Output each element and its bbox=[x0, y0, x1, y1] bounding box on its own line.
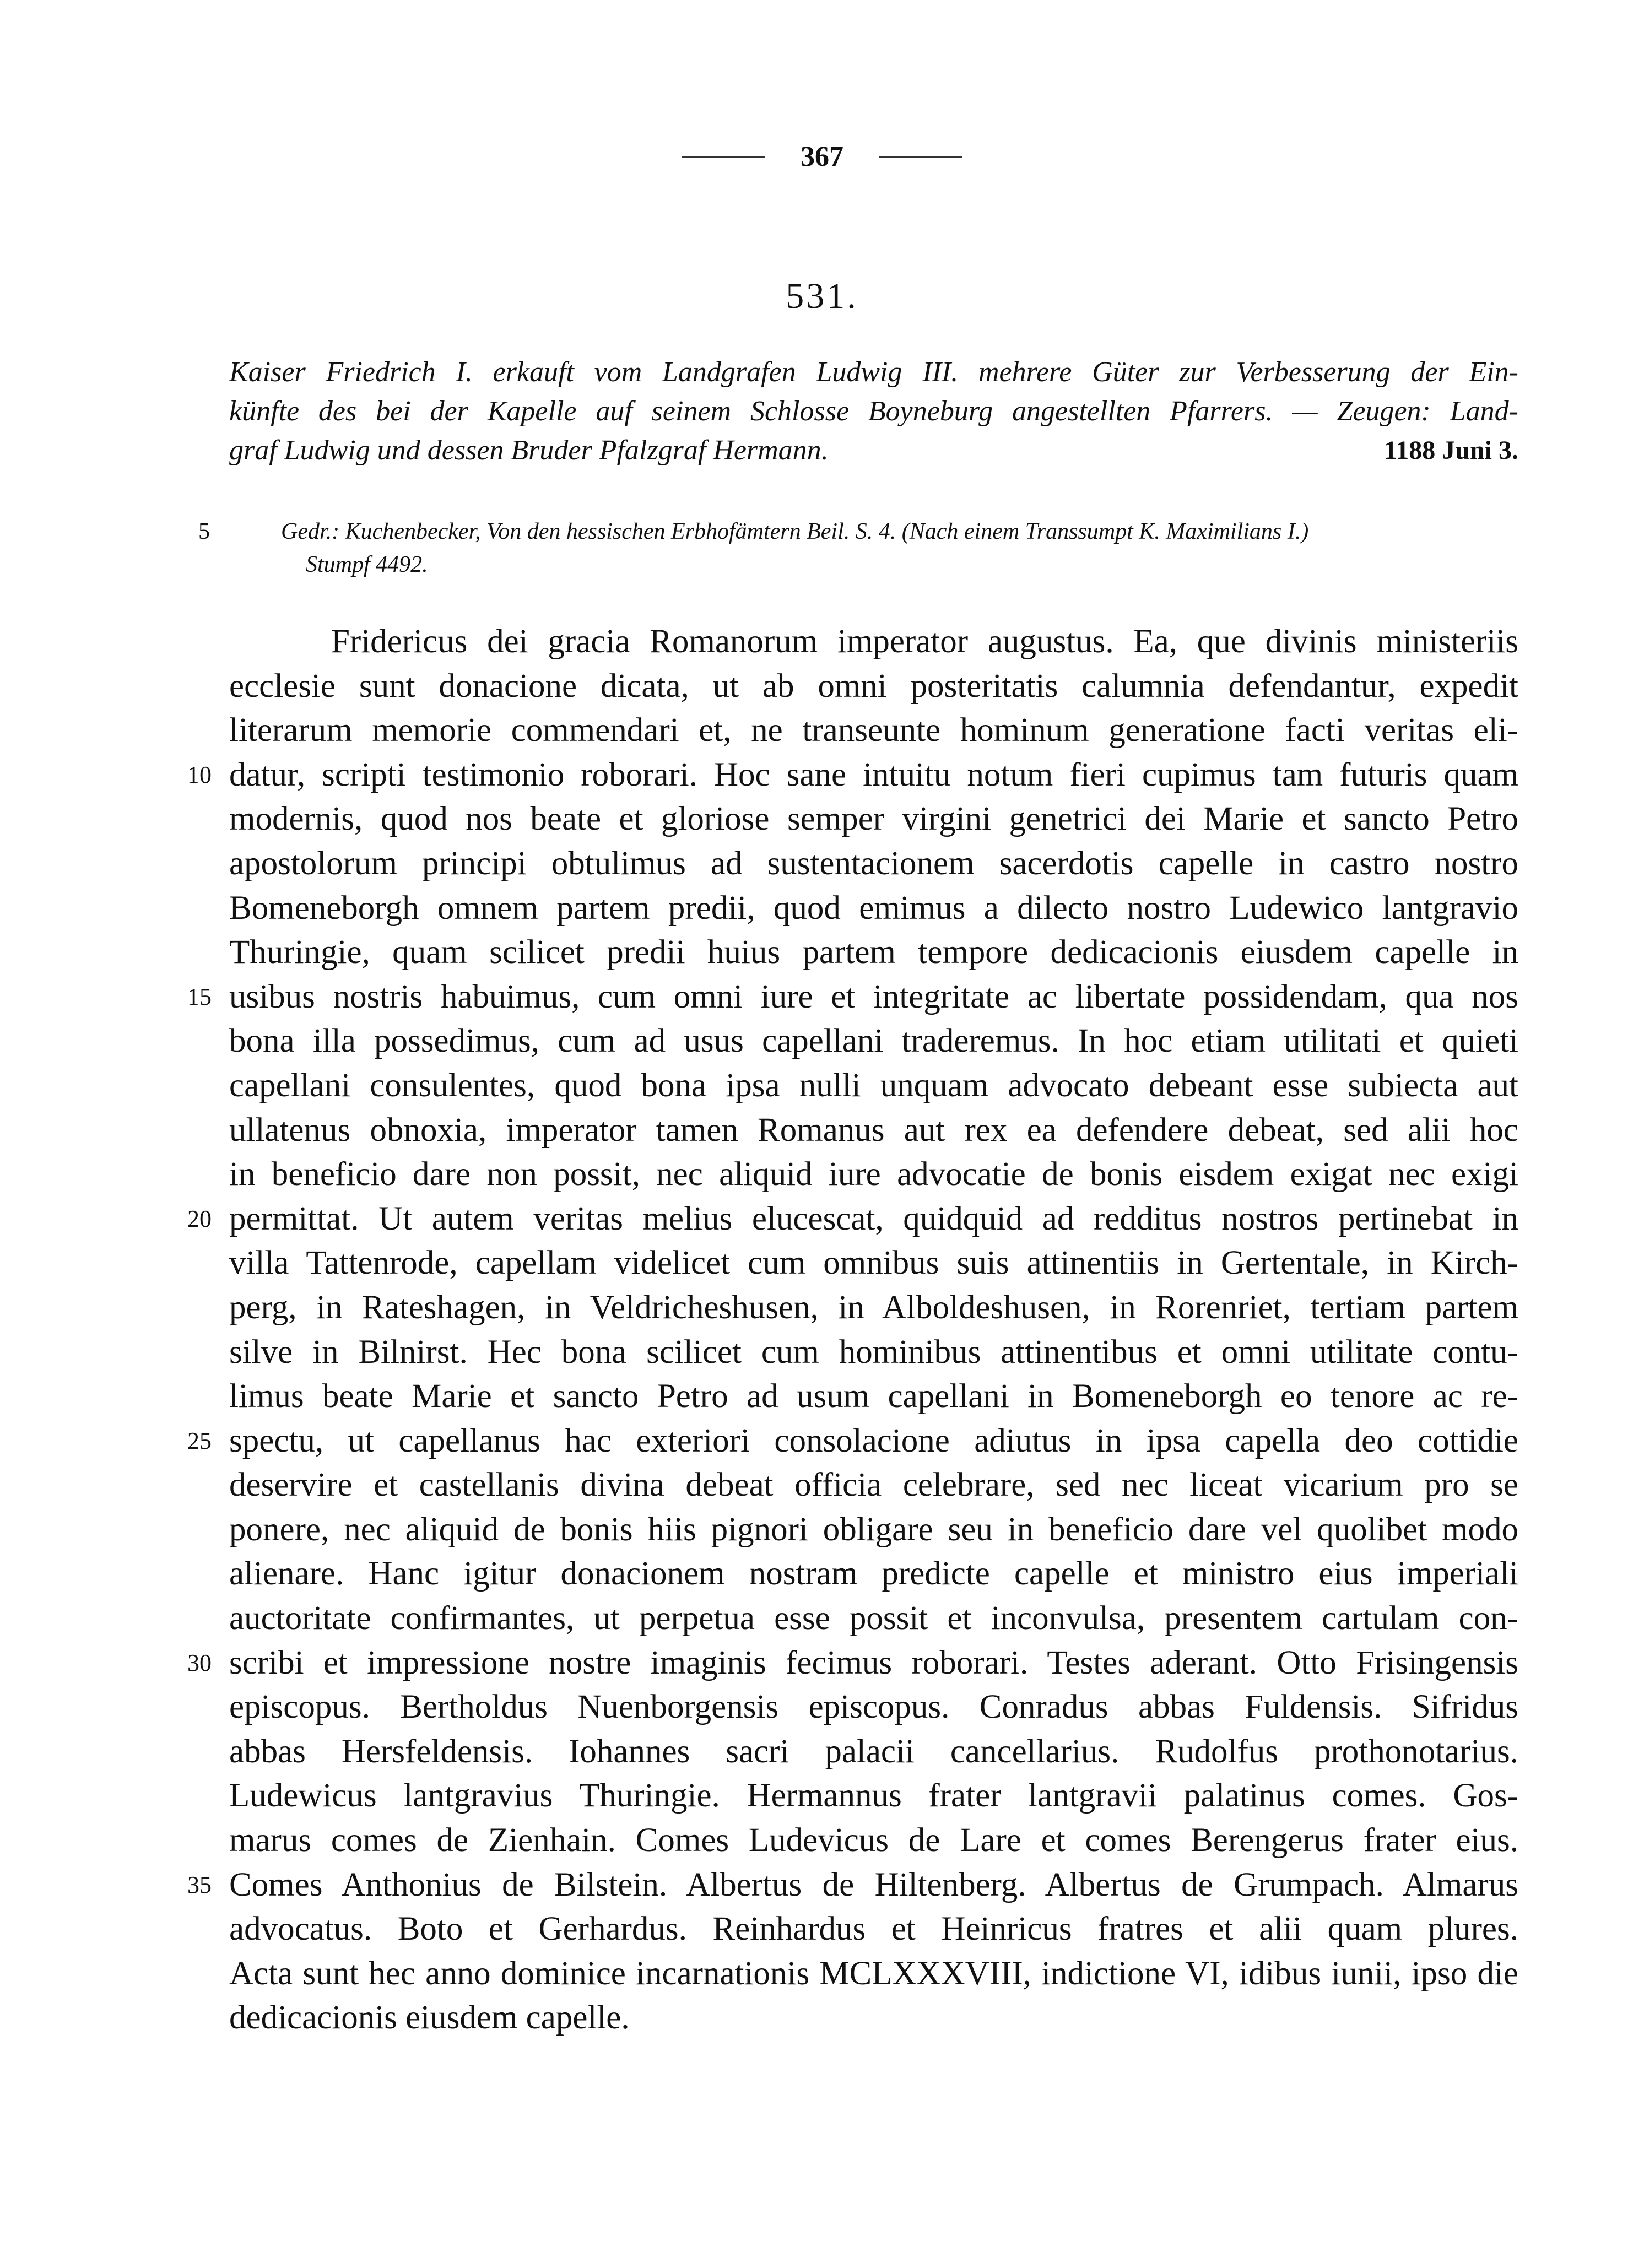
print-note-line: Gedr.: Kuchenbecker, Von den hessischen Erbhofämtern Beil. S. 4. (Nach einem Transsumpt K. Maximilians I.) bbox=[281, 519, 1309, 544]
text-line bbox=[229, 842, 1518, 886]
text-line bbox=[229, 1508, 1518, 1552]
text-line-content: Acta sunt hec anno dominice incarnationis MCLXXXVIII, indictione VI, idibus iunii, ipso die bbox=[229, 1955, 1518, 1992]
document-number: 531. bbox=[786, 276, 858, 316]
text-line-content: Comes Anthonius de Bilstein. Albertus de Hiltenberg. Albertus de Grumpach. Almarus bbox=[229, 1866, 1518, 1903]
text-line bbox=[229, 1286, 1518, 1330]
text-line-content: Thuringie, quam scilicet predii huius partem tempore dedicacionis eiusdem capelle in bbox=[229, 934, 1518, 971]
text-line-content: perg, in Rateshagen, in Veldricheshusen, in Alboldeshusen, in Rorenriet, tertiam partem bbox=[229, 1289, 1518, 1326]
text-line-content: Fridericus dei gracia Romanorum imperator augustus. Ea, que divinis ministeriis bbox=[331, 623, 1518, 660]
text-line-content: limus beate Marie et sancto Petro ad usum capellani in Bomeneborgh eo tenore ac re- bbox=[229, 1378, 1518, 1415]
text-line-content: villa Tattenrode, capellam videlicet cum omnibus suis attinentiis in Gertentale, in Kirch- bbox=[229, 1244, 1518, 1282]
text-line-content: Ludewicus lantgravius Thuringie. Hermannus frater lantgravii palatinus comes. Gos- bbox=[229, 1777, 1518, 1815]
regest-summary bbox=[229, 353, 1518, 470]
text-line bbox=[229, 708, 1518, 753]
text-line bbox=[229, 1730, 1518, 1774]
text-line bbox=[187, 753, 1518, 798]
text-line-content: deservire et castellanis divina debeat officia celebrare, sed nec liceat vicarium pro se bbox=[229, 1466, 1518, 1504]
text-line bbox=[187, 1419, 1518, 1464]
text-line-content: modernis, quod nos beate et gloriose semper virgini genetrici dei Marie et sancto Petro bbox=[229, 800, 1518, 838]
text-line-content: ullatenus obnoxia, imperator tamen Romanus aut rex ea defendere debeat, sed alii hoc bbox=[229, 1111, 1518, 1149]
text-line bbox=[187, 975, 1518, 1020]
text-line-content: usibus nostris habuimus, cum omni iure et integritate ac libertate possidendam, qua nos bbox=[229, 978, 1518, 1015]
text-line-content: in beneficio dare non possit, nec aliquid iure advocatie de bonis eisdem exigat nec exigi bbox=[229, 1156, 1518, 1193]
text-line bbox=[331, 620, 1518, 664]
text-line bbox=[229, 1463, 1518, 1508]
text-line bbox=[187, 1863, 1518, 1908]
text-line bbox=[229, 1996, 1518, 2040]
header-rule-left bbox=[682, 156, 765, 158]
charter-text bbox=[187, 620, 1518, 2040]
text-line-content: datur, scripti testimonio roborari. Hoc sane intuitu notum fieri cupimus tam futuris quam bbox=[229, 756, 1518, 793]
text-line-content: ecclesie sunt donacione dicata, ut ab omni posteritatis calumnia defendantur, expedit bbox=[229, 667, 1518, 705]
text-line bbox=[229, 1374, 1518, 1419]
text-line-content: marus comes de Zienhain. Comes Ludevicus de Lare et comes Berengerus frater eius. bbox=[229, 1822, 1518, 1859]
margin-line-number: 5 bbox=[198, 519, 210, 544]
document-date: 1188 Juni 3. bbox=[1383, 436, 1518, 465]
text-line-content: episcopus. Bertholdus Nuenborgensis episcopus. Conradus abbas Fuldensis. Sifridus bbox=[229, 1688, 1518, 1726]
print-note-line: Stumpf 4492. bbox=[306, 552, 428, 577]
text-line bbox=[229, 1907, 1518, 1952]
regest-line: Kaiser Friedrich I. erkauft vom Landgrafen Ludwig III. mehrere Güter zur Verbesserung der Ein- bbox=[229, 356, 1518, 388]
text-line-content: apostolorum principi obtulimus ad sustentacionem sacerdotis capelle in castro nostro bbox=[229, 845, 1518, 882]
text-line bbox=[229, 1774, 1518, 1818]
page-number: 367 bbox=[801, 141, 843, 172]
text-line bbox=[229, 1019, 1518, 1064]
text-line-content: literarum memorie commendari et, ne transeunte hominum generatione facti veritas eli- bbox=[229, 712, 1518, 749]
print-notes bbox=[198, 515, 1521, 581]
margin-line-number: 10 bbox=[187, 761, 212, 788]
margin-line-number: 25 bbox=[187, 1427, 212, 1454]
text-line bbox=[229, 930, 1518, 975]
text-line-content: alienare. Hanc igitur donacionem nostram predicte capelle et ministro eius imperiali bbox=[229, 1555, 1518, 1593]
text-line bbox=[229, 1685, 1518, 1730]
text-line bbox=[229, 1552, 1518, 1596]
regest-line: graf Ludwig und dessen Bruder Pfalzgraf Hermann. bbox=[229, 435, 829, 466]
margin-line-number: 15 bbox=[187, 983, 212, 1010]
text-line bbox=[229, 1818, 1518, 1863]
text-line bbox=[229, 1064, 1518, 1108]
margin-line-number: 30 bbox=[187, 1649, 212, 1676]
text-line bbox=[187, 1641, 1518, 1686]
regest-line: künfte des bei der Kapelle auf seinem Schlosse Boyneburg angestellten Pfarrers. — Zeugen: Land- bbox=[229, 396, 1518, 427]
text-line bbox=[229, 886, 1518, 931]
text-line-content: dedicacionis eiusdem capelle. bbox=[229, 1999, 630, 2037]
text-line-content: capellani consulentes, quod bona ipsa nulli unquam advocato debeant esse subiecta aut bbox=[229, 1067, 1518, 1104]
text-line-content: abbas Hersfeldensis. Iohannes sacri palacii cancellarius. Rudolfus prothonotarius. bbox=[229, 1733, 1518, 1770]
text-line bbox=[229, 1596, 1518, 1641]
text-line bbox=[229, 1152, 1518, 1197]
text-line-content: permittat. Ut autem veritas melius elucescat, quidquid ad redditus nostros pertinebat in bbox=[229, 1200, 1518, 1237]
page-header bbox=[0, 140, 1644, 179]
text-line-content: spectu, ut capellanus hac exteriori consolacione adiutus in ipsa capella deo cottidie bbox=[229, 1422, 1518, 1459]
margin-line-number: 35 bbox=[187, 1871, 212, 1898]
text-line bbox=[229, 1108, 1518, 1153]
text-line-content: silve in Bilnirst. Hec bona scilicet cum hominibus attinentibus et omni utilitate contu- bbox=[229, 1333, 1518, 1371]
text-line bbox=[229, 1241, 1518, 1286]
text-line-content: bona illa possedimus, cum ad usus capellani traderemus. In hoc etiam utilitati et quieti bbox=[229, 1022, 1518, 1060]
text-line bbox=[229, 664, 1518, 709]
text-line-content: ponere, nec aliquid de bonis hiis pignori obligare seu in beneficio dare vel quolibet modo bbox=[229, 1511, 1518, 1548]
text-line bbox=[229, 1330, 1518, 1375]
text-line-content: Bomeneborgh omnem partem predii, quod emimus a dilecto nostro Ludewico lantgravio bbox=[229, 889, 1518, 927]
margin-line-number: 20 bbox=[187, 1205, 212, 1232]
text-line-content: scribi et impressione nostre imaginis fecimus roborari. Testes aderant. Otto Frisingensis bbox=[229, 1644, 1518, 1681]
text-line bbox=[229, 1952, 1518, 1996]
text-line bbox=[187, 1197, 1518, 1242]
header-rule-right bbox=[879, 156, 962, 158]
text-line-content: advocatus. Boto et Gerhardus. Reinhardus et Heinricus fratres et alii quam plures. bbox=[229, 1910, 1518, 1948]
text-line-content: auctoritate confirmantes, ut perpetua esse possit et inconvulsa, presentem cartulam con- bbox=[229, 1600, 1518, 1637]
text-line bbox=[229, 797, 1518, 842]
